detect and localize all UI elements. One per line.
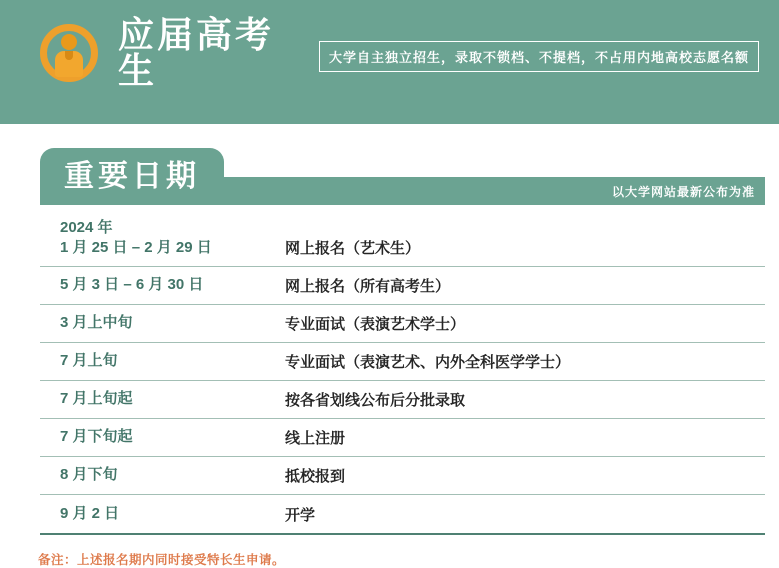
table-row bbox=[40, 267, 765, 305]
date-label: 7 月上旬 bbox=[60, 352, 118, 370]
table-row bbox=[40, 457, 765, 495]
date-label: 7 月上旬起 bbox=[60, 390, 133, 408]
event-label: 网上报名（艺术生） bbox=[285, 240, 421, 257]
date-label: 1 月 25 日 – 2 月 29 日 bbox=[60, 238, 212, 256]
table-row bbox=[40, 205, 765, 267]
student-person-icon bbox=[40, 24, 98, 82]
event-label: 抵校报到 bbox=[285, 468, 346, 485]
footnote: 备注：上述报名期内同时接受特长生申请。 bbox=[38, 553, 286, 567]
event-label: 线上注册 bbox=[285, 430, 346, 447]
event-label: 专业面试（表演艺术、内外全科医学学士） bbox=[285, 354, 571, 371]
disclaimer-text: 以大学网站最新公布为准 bbox=[611, 184, 755, 199]
date-cell bbox=[40, 427, 285, 447]
date-cell bbox=[40, 218, 285, 259]
date-cell bbox=[40, 313, 285, 333]
table-row bbox=[40, 419, 765, 457]
person-collar-icon bbox=[65, 51, 73, 60]
date-cell bbox=[40, 389, 285, 409]
important-dates-section bbox=[0, 148, 779, 568]
event-label: 按各省划线公布后分批录取 bbox=[285, 392, 466, 409]
table-row bbox=[40, 381, 765, 419]
table-row bbox=[40, 343, 765, 381]
section-bar bbox=[224, 177, 765, 205]
table-row bbox=[40, 495, 765, 535]
person-head-icon bbox=[61, 34, 77, 50]
event-label: 专业面试（表演艺术学士） bbox=[285, 316, 466, 333]
event-label: 网上报名（所有高考生） bbox=[285, 278, 451, 295]
date-label: 9 月 2 日 bbox=[60, 504, 120, 522]
event-label: 开学 bbox=[285, 506, 316, 524]
date-cell bbox=[40, 351, 285, 371]
section-header bbox=[40, 148, 765, 205]
date-label: 3 月上中旬 bbox=[60, 314, 133, 332]
date-label: 5 月 3 日 – 6 月 30 日 bbox=[60, 276, 204, 294]
date-cell bbox=[40, 275, 285, 295]
header-banner bbox=[0, 0, 779, 124]
date-cell bbox=[40, 465, 285, 485]
schedule-table bbox=[40, 205, 765, 535]
tagline-box: 大学自主独立招生，录取不锁档、不提档，不占用内地高校志愿名额 bbox=[319, 41, 759, 72]
date-label: 7 月下旬起 bbox=[60, 428, 133, 446]
section-title: 重要日期 bbox=[64, 159, 200, 193]
date-label: 8 月下旬 bbox=[60, 466, 118, 484]
section-tab bbox=[40, 148, 224, 205]
table-row bbox=[40, 305, 765, 343]
date-cell bbox=[40, 504, 285, 524]
year-label: 2024 年 bbox=[60, 218, 113, 236]
page-title: 应届高考生 bbox=[118, 14, 275, 91]
